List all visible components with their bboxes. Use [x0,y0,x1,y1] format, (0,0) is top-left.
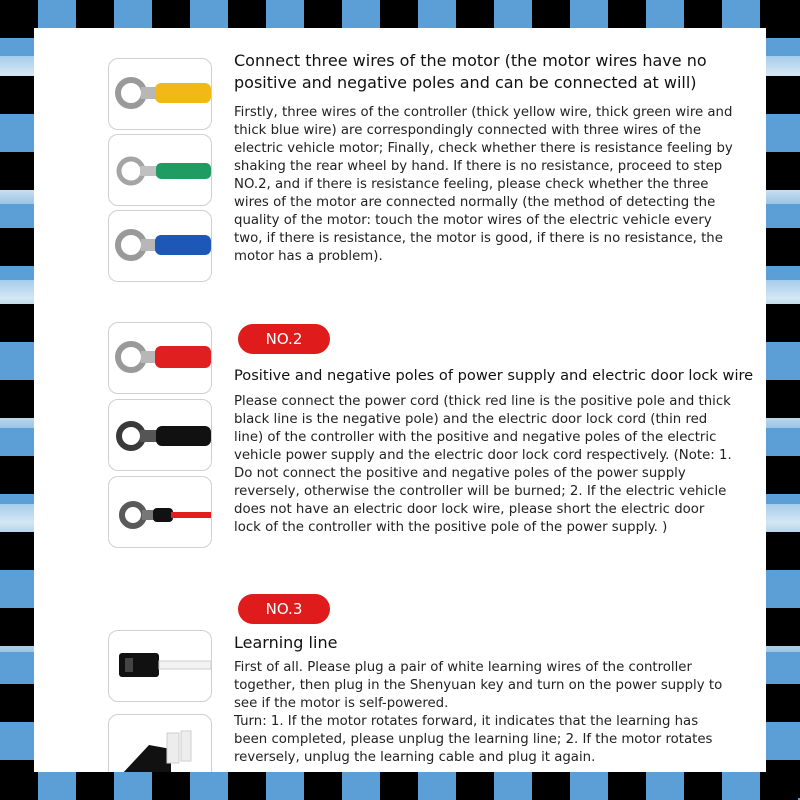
frame-cell [0,380,38,418]
section-paragraph: Turn: 1. If the motor rotates forward, it indicates that the learning has been completed, please unplug the learning line; 2. If the motor rotates reversely, unplug the learning cable and plug it again. [234,714,713,765]
black-wire-image [108,399,212,471]
yellow-wire-terminal-icon [109,59,211,129]
section-heading: Connect three wires of the motor (the motor wires have no positive and negative poles and can be connected at will) [234,51,707,92]
step-badge: NO.3 [238,594,330,624]
frame-cell [0,304,38,342]
section-heading: Learning line [234,633,338,652]
section-body [234,659,734,767]
frame-cell [762,684,800,722]
frame-cell [0,532,38,570]
frame-cell [762,532,800,570]
learning-wire-image [108,630,212,702]
frame-cell [0,152,38,190]
instruction-sheet [34,28,766,772]
white-learning-wire-connector-icon [109,631,211,701]
frame-cell [762,760,800,798]
frame-cell [0,228,38,266]
red-wire-image [108,322,212,394]
green-wire-terminal-icon [109,135,211,205]
red-wire-terminal-icon [109,323,211,393]
frame-cell [762,608,800,646]
frame-cell [762,304,800,342]
frame-cell [0,684,38,722]
blue-wire-terminal-icon [109,211,211,281]
blue-wire-image [108,210,212,282]
black-wire-terminal-icon [109,400,211,470]
section-heading: Positive and negative poles of power supply and electric door lock wire [234,367,754,384]
frame-cell [0,608,38,646]
frame-cell [0,0,38,38]
section-paragraph: Please connect the power cord (thick red line is the positive pole and thick black line is the negative pole) and the electric door lock cord (thin red line) of the controller with the positive and negative poles of the electric vehicle power supply and the electric door lock cord respectively. (Note: 1. Do not connect the positive and negative poles of the power supply reversely, otherwise the controller will be burned; 2. If the electric vehicle does not have an electric door lock wire, please short the electric door lock of the controller with the positive pole of the power supply. ) [234,394,732,535]
frame-cell [762,228,800,266]
section-paragraph: Firstly, three wires of the controller (thick yellow wire, thick green wire and thick blue wire) are correspondingly connected with three wires of the electric vehicle motor; Finally, check whether there is resistance feeling by shaking the rear wheel by hand. If there is no resistance, proceed to step NO.2, and if there is resistance feeling, please check whether the three wires of the motor are connected normally (the method of detecting the quality of the motor: touch the motor wires of the electric vehicle every two, if there is resistance, the motor is good, if there is no resistance, the motor has a problem). [234,105,733,264]
connector-plug-icon [109,715,211,772]
thin-red-wire-terminal-icon [109,477,211,547]
yellow-wire-image [108,58,212,130]
section-body [234,104,734,266]
frame-cell [0,760,38,798]
frame-cell [762,76,800,114]
step-badge: NO.2 [238,324,330,354]
frame-cell [762,456,800,494]
green-wire-image [108,134,212,206]
section-paragraph: First of all. Please plug a pair of white learning wires of the controller together, then plug in the Shenyuan key and turn on the power supply to see if the motor is self-powered. [234,660,723,711]
connector-plug-image [108,714,212,772]
frame-cell [762,152,800,190]
frame-cell [0,456,38,494]
frame-cell [762,380,800,418]
section-body [234,393,734,537]
frame-cell [0,76,38,114]
thin-red-wire-image [108,476,212,548]
